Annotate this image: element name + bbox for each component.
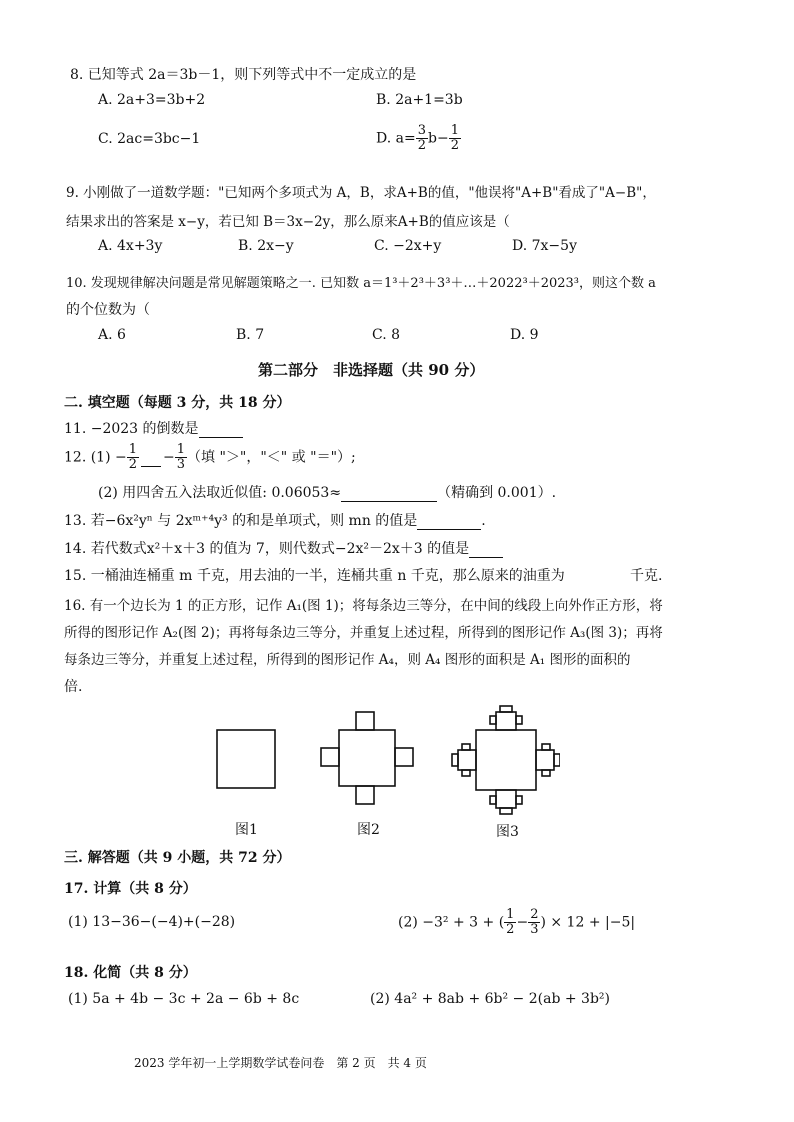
q9-line2: 结果求出的答案是 x−y，若已知 B＝3x−2y，那么原来A+B的值应该是（ <box>66 214 510 230</box>
figure2-label: 图2 <box>357 822 380 838</box>
q9-option-d: D. 7x−5y <box>512 238 577 254</box>
q8-option-c: C. 2ac=3bc−1 <box>98 131 201 147</box>
q18-part1: (1) 5a + 4b − 3c + 2a − 6b + 8c <box>68 991 300 1007</box>
q10-option-d: D. 9 <box>510 327 539 343</box>
q8-fraction-2: $\frac{1}{2}$ <box>450 123 459 153</box>
section2-heading: 二. 填空题（每题 3 分，共 18 分） <box>64 395 291 411</box>
q17-p2-suffix: ) × 12 + |−5| <box>540 914 636 931</box>
figure3-shape <box>452 706 560 814</box>
q10-option-b: B. 7 <box>236 327 265 343</box>
q17-p2-prefix: (2) −3² + 3 + ( <box>398 914 505 931</box>
square-figures <box>200 700 560 818</box>
q13-answer-blank <box>417 513 481 530</box>
q9-option-a: A. 4x+3y <box>98 238 163 254</box>
q12-fraction-2: $\frac{1}{3}$ <box>176 442 186 472</box>
part2-title: 第二部分 非选择题（共 90 分） <box>258 361 485 379</box>
q12-part1 <box>64 443 356 472</box>
q8-option-d-prefix: D. a= <box>376 130 416 147</box>
q9-line1: 9. 小刚做了一道数学题："已知两个多项式为 A，B，求A+B的值，"他误将"A+B"看成了"A−B"， <box>66 185 656 201</box>
q17-fraction-2: $\frac{2}{3}$ <box>530 907 539 937</box>
figure3-label: 图3 <box>496 824 519 840</box>
q15-unit: 千克. <box>630 568 663 584</box>
q16-line4: 倍. <box>64 679 83 695</box>
q11-answer-blank <box>199 421 243 438</box>
q14-text: 14. 若代数式x²＋x＋3 的值为 7，则代数式−2x²－2x＋3 的值是 <box>64 541 470 557</box>
q10-option-a: A. 6 <box>98 327 126 343</box>
q8-option-a: A. 2a+3=3b+2 <box>98 92 206 108</box>
q18-title: 18. 化简（共 8 分） <box>64 965 197 981</box>
q12-p1-prefix: 12. (1) − <box>64 449 127 466</box>
q8-fraction-1: $\frac{3}{2}$ <box>417 123 426 153</box>
q17-fraction-1: $\frac{1}{2}$ <box>506 907 515 937</box>
q8-option-d-mid: b− <box>427 130 449 147</box>
q13 <box>64 510 486 530</box>
section3-heading: 三. 解答题（共 9 小题，共 72 分） <box>64 850 291 866</box>
q16-line2: 所得的图形记作 A₂(图 2)；再将每条边三等分，并重复上述过程，所得到的图形记作 A₃(图 3)；再将 <box>64 625 663 641</box>
q16-line3: 每条边三等分，并重复上述过程，所得到的图形记作 A₄，则 A₄ 图形的面积是 A₁ 图形的面积的 <box>64 652 631 668</box>
q11 <box>64 418 243 438</box>
q11-text: 11. −2023 的倒数是 <box>64 421 199 437</box>
figure1-label: 图1 <box>235 822 258 838</box>
q12-mid: − <box>163 449 175 466</box>
q17-title: 17. 计算（共 8 分） <box>64 881 197 897</box>
page-footer: 2023 学年初一上学期数学试卷问卷 第 2 页 共 4 页 <box>134 1056 427 1070</box>
q17-part1: (1) 13−36−(−4)+(−28) <box>68 914 236 930</box>
q12-p2-prefix: (2) 用四舍五入法取近似值: 0.06053≈ <box>98 485 342 501</box>
q9-option-b: B. 2x−y <box>238 238 294 254</box>
q12-fraction-1: $\frac{1}{2}$ <box>128 442 138 472</box>
q14-answer-blank <box>469 541 503 558</box>
q13-text: 13. 若−6x²yⁿ 与 2xᵐ⁺⁴y³ 的和是单项式，则 mn 的值是 <box>64 513 418 529</box>
q12-p1-suffix: （填 "＞"，"＜" 或 "＝"）; <box>187 449 356 466</box>
q10-line2: 的个位数为（ <box>66 302 150 318</box>
q8-option-d <box>376 124 461 153</box>
q15-text: 15. 一桶油连桶重 m 千克，用去油的一半，连桶共重 n 千克，那么原来的油重为 <box>64 568 565 584</box>
q12-answer-blank-2 <box>341 485 437 502</box>
q10-line1: 10. 发现规律解决问题是常见解题策略之一. 已知数 a＝1³＋2³＋3³＋…＋2022³＋2023³，则这个数 a <box>66 276 656 291</box>
q12-p2-suffix: （精确到 0.001）. <box>437 485 557 501</box>
q8-option-b: B. 2a+1=3b <box>376 92 463 108</box>
figure1-square <box>217 730 275 788</box>
q9-option-c: C. −2x+y <box>374 238 442 254</box>
q8-stem: 8. 已知等式 2a＝3b－1，则下列等式中不一定成立的是 <box>70 67 417 83</box>
q12-answer-blank-1 <box>141 450 161 467</box>
q13-suffix: . <box>481 513 486 529</box>
figure2-shape <box>321 712 413 804</box>
q16-line1: 16. 有一个边长为 1 的正方形，记作 A₁(图 1)；将每条边三等分，在中间的线段上向外作正方形，将 <box>64 598 663 614</box>
q10-option-c: C. 8 <box>372 327 401 343</box>
q17-p2-mid: − <box>516 914 529 931</box>
q12-part2 <box>98 482 556 502</box>
q18-part2: (2) 4a² + 8ab + 6b² − 2(ab + 3b²) <box>370 991 610 1007</box>
q17-part2 <box>398 908 635 937</box>
q14 <box>64 538 503 558</box>
